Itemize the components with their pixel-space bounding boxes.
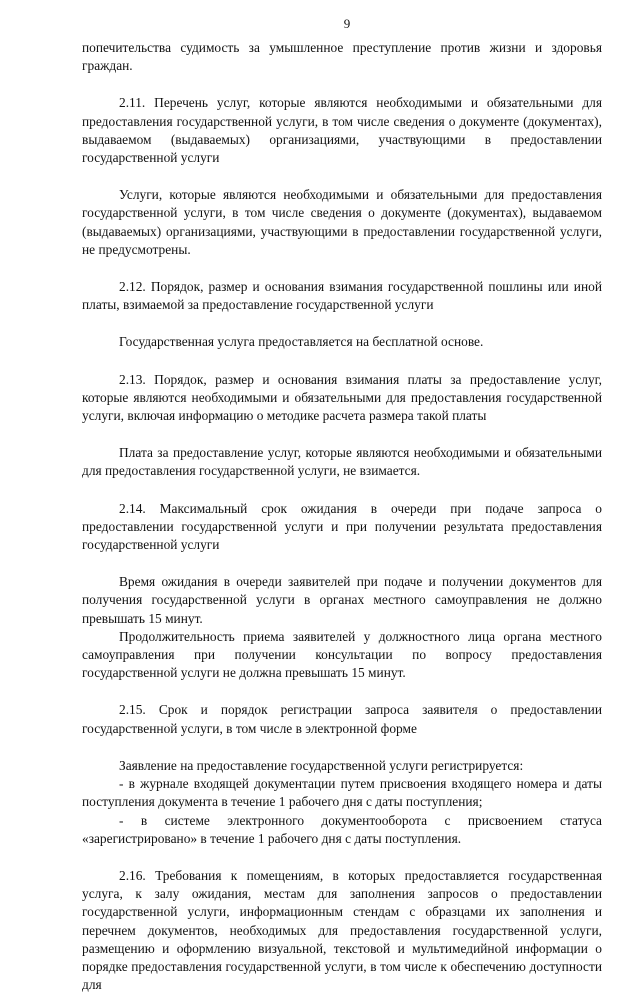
section-heading-2-15: 2.15. Срок и порядок регистрации запроса заявителя о предоставлении государственной услуги, в том числе в электронной форме	[82, 702, 602, 736]
paragraph-2-13-text: Плата за предоставление услуг, которые являются необходимыми и обязательными для предоставления государственной услуги, не взимается.	[82, 445, 602, 479]
paragraph-2-15-intro: Заявление на предоставление государственной услуги регистрируется:	[119, 757, 524, 773]
section-heading-2-16: 2.16. Требования к помещениям, в которых предоставляется государственная услуга, к залу ожидания, местам для заполнения запросов о предоставлении государственной услуги, информационным стендам с образцами их заполнения и перечнем документов, необходимых для предоставления государственной услуги, размещению и оформлению визуальной, текстовой и мультимедийной информации о порядке предоставления государственной услуги, в том числе к обеспечению доступности для	[82, 867, 602, 993]
section-heading-2-12: 2.12. Порядок, размер и основания взимания государственной пошлины или иной платы, взимаемой за предоставление государственной услуги	[82, 279, 602, 313]
section-heading-2-13: 2.13. Порядок, размер и основания взимания платы за предоставление услуг, которые являются необходимыми и обязательными для предоставления государственной услуги, включая информацию о методике расчета размера такой платы	[82, 371, 602, 424]
section-heading-2-14: 2.14. Максимальный срок ожидания в очереди при подаче запроса о предоставлении государственной услуги и при получении результата предоставления государственной услуги	[82, 500, 602, 553]
paragraph-2-14-text-2: Продолжительность приема заявителей у должностного лица органа местного самоуправления при получении консультации по вопросу предоставления государственной услуги не должна превышать 15 минут.	[82, 628, 602, 681]
list-item-edms: - в системе электронного документооборота с присвоением статуса «зарегистрировано» в течение 1 рабочего дня с даты поступления.	[82, 812, 602, 846]
section-heading-2-11: 2.11. Перечень услуг, которые являются необходимыми и обязательными для предоставления государственной услуги, в том числе сведения о документе (документах), выдаваемом (выдаваемых) организациями, участвующими в предоставлении государственной услуги	[82, 95, 602, 166]
paragraph-continuation: попечительства судимость за умышленное преступление против жизни и здоровья граждан.	[82, 40, 602, 74]
paragraph-2-14-text-1: Время ожидания в очереди заявителей при подаче и получении документов для получения государственной услуги в органах местного самоуправления не должно превышать 15 минут.	[82, 574, 602, 626]
document-body	[82, 39, 602, 994]
page-number: 9	[343, 16, 351, 31]
list-item-journal: - в журнале входящей документации путем присвоения входящего номера и даты поступления документа в течение 1 рабочего дня с даты поступления;	[82, 776, 602, 810]
paragraph-2-11-text: Услуги, которые являются необходимыми и обязательными для предоставления государственной услуги, в том числе сведения о документе (документах), выдаваемом (выдаваемых) организациями, участвующими в предоставлении государственной услуги, не предусмотрены.	[82, 187, 602, 257]
paragraph-2-12-text: Государственная услуга предоставляется на бесплатной основе.	[119, 334, 484, 350]
